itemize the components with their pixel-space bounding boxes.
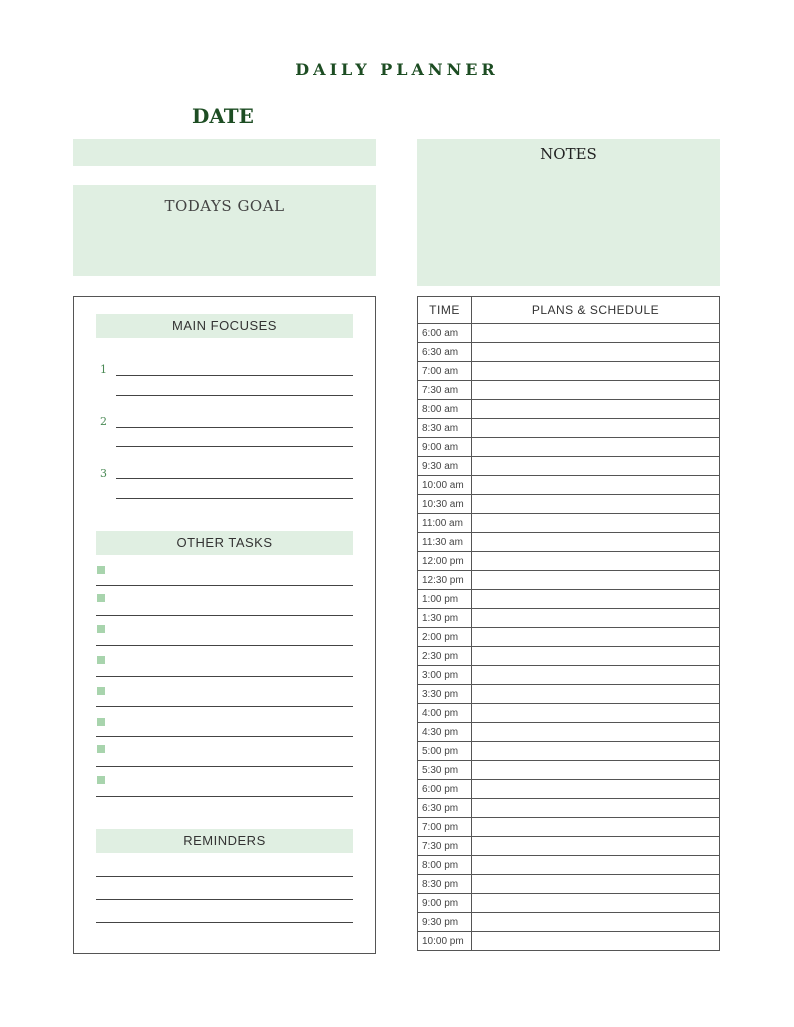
time-slot-label: 6:00 am <box>418 324 472 343</box>
time-slot-label: 5:00 pm <box>418 742 472 761</box>
plan-cell[interactable] <box>472 362 720 381</box>
schedule-row <box>418 799 720 818</box>
schedule-row <box>418 837 720 856</box>
task-checkbox[interactable] <box>97 687 105 695</box>
time-slot-label: 12:00 pm <box>418 552 472 571</box>
plan-cell[interactable] <box>472 419 720 438</box>
schedule-table <box>417 296 720 951</box>
plan-cell[interactable] <box>472 381 720 400</box>
schedule-row <box>418 875 720 894</box>
other-tasks-heading: OTHER TASKS <box>96 531 353 555</box>
task-line[interactable] <box>96 645 353 646</box>
todays-goal-box[interactable] <box>73 185 376 276</box>
time-slot-label: 7:30 am <box>418 381 472 400</box>
plan-cell[interactable] <box>472 818 720 837</box>
time-slot-label: 11:00 am <box>418 514 472 533</box>
task-checkbox[interactable] <box>97 656 105 664</box>
task-line[interactable] <box>96 676 353 677</box>
time-slot-label: 7:30 pm <box>418 837 472 856</box>
plan-cell[interactable] <box>472 666 720 685</box>
time-slot-label: 6:30 pm <box>418 799 472 818</box>
time-slot-label: 2:30 pm <box>418 647 472 666</box>
plan-cell[interactable] <box>472 324 720 343</box>
plan-cell[interactable] <box>472 685 720 704</box>
task-line[interactable] <box>96 706 353 707</box>
focus-line[interactable] <box>116 395 353 396</box>
plan-cell[interactable] <box>472 780 720 799</box>
focus-line[interactable] <box>116 478 353 479</box>
schedule-row <box>418 400 720 419</box>
time-slot-label: 1:00 pm <box>418 590 472 609</box>
schedule-row <box>418 362 720 381</box>
time-slot-label: 9:30 pm <box>418 913 472 932</box>
main-focuses-heading: MAIN FOCUSES <box>96 314 353 338</box>
plan-cell[interactable] <box>472 761 720 780</box>
schedule-row <box>418 647 720 666</box>
time-slot-label: 8:00 am <box>418 400 472 419</box>
task-checkbox[interactable] <box>97 594 105 602</box>
time-slot-label: 6:30 am <box>418 343 472 362</box>
time-slot-label: 8:30 am <box>418 419 472 438</box>
schedule-row <box>418 704 720 723</box>
plan-cell[interactable] <box>472 837 720 856</box>
plan-cell[interactable] <box>472 704 720 723</box>
plan-cell[interactable] <box>472 590 720 609</box>
date-field[interactable] <box>73 139 376 166</box>
time-slot-label: 4:30 pm <box>418 723 472 742</box>
reminders-heading: REMINDERS <box>96 829 353 853</box>
reminder-line[interactable] <box>96 899 353 900</box>
plan-cell[interactable] <box>472 476 720 495</box>
time-slot-label: 9:00 pm <box>418 894 472 913</box>
schedule-row <box>418 628 720 647</box>
plan-cell[interactable] <box>472 457 720 476</box>
schedule-header-row <box>418 297 720 324</box>
time-slot-label: 12:30 pm <box>418 571 472 590</box>
plan-cell[interactable] <box>472 514 720 533</box>
task-line[interactable] <box>96 796 353 797</box>
schedule-row <box>418 818 720 837</box>
schedule-row <box>418 343 720 362</box>
plan-cell[interactable] <box>472 913 720 932</box>
time-slot-label: 10:30 am <box>418 495 472 514</box>
task-line[interactable] <box>96 585 353 586</box>
time-slot-label: 10:00 pm <box>418 932 472 951</box>
plan-cell[interactable] <box>472 400 720 419</box>
schedule-row <box>418 381 720 400</box>
plan-cell[interactable] <box>472 571 720 590</box>
schedule-row <box>418 552 720 571</box>
time-slot-label: 10:00 am <box>418 476 472 495</box>
time-slot-label: 2:00 pm <box>418 628 472 647</box>
plan-cell[interactable] <box>472 343 720 362</box>
time-slot-label: 9:00 am <box>418 438 472 457</box>
focus-line[interactable] <box>116 427 353 428</box>
time-slot-label: 11:30 am <box>418 533 472 552</box>
task-line[interactable] <box>96 766 353 767</box>
plan-cell[interactable] <box>472 799 720 818</box>
time-slot-label: 8:00 pm <box>418 856 472 875</box>
schedule-row <box>418 742 720 761</box>
plan-cell[interactable] <box>472 552 720 571</box>
task-checkbox[interactable] <box>97 718 105 726</box>
focus-line[interactable] <box>116 446 353 447</box>
time-slot-label: 5:30 pm <box>418 761 472 780</box>
focus-line[interactable] <box>116 375 353 376</box>
schedule-row <box>418 476 720 495</box>
plan-cell[interactable] <box>472 609 720 628</box>
schedule-row <box>418 856 720 875</box>
page-title: DAILY PLANNER <box>295 60 499 79</box>
time-slot-label: 3:00 pm <box>418 666 472 685</box>
task-checkbox[interactable] <box>97 745 105 753</box>
plan-cell[interactable] <box>472 894 720 913</box>
schedule-body <box>418 324 720 951</box>
schedule-row <box>418 666 720 685</box>
plan-cell[interactable] <box>472 438 720 457</box>
plan-cell[interactable] <box>472 742 720 761</box>
schedule-row <box>418 419 720 438</box>
plan-cell[interactable] <box>472 875 720 894</box>
task-line[interactable] <box>96 615 353 616</box>
time-column-header: TIME <box>418 297 472 324</box>
schedule-row <box>418 514 720 533</box>
time-slot-label: 7:00 pm <box>418 818 472 837</box>
notes-label: NOTES <box>540 145 597 163</box>
task-checkbox[interactable] <box>97 776 105 784</box>
focus-number-3: 3 <box>100 467 107 480</box>
plan-cell[interactable] <box>472 628 720 647</box>
schedule-row <box>418 495 720 514</box>
schedule-row <box>418 609 720 628</box>
schedule-row <box>418 571 720 590</box>
plan-cell[interactable] <box>472 647 720 666</box>
todays-goal-label: TODAYS GOAL <box>164 197 285 215</box>
plan-cell[interactable] <box>472 856 720 875</box>
plans-column-header: PLANS & SCHEDULE <box>472 297 720 324</box>
schedule-row <box>418 913 720 932</box>
schedule-row <box>418 438 720 457</box>
left-panel <box>73 296 376 954</box>
focus-number-1: 1 <box>100 363 107 376</box>
time-slot-label: 1:30 pm <box>418 609 472 628</box>
focus-number-2: 2 <box>100 415 107 428</box>
time-slot-label: 9:30 am <box>418 457 472 476</box>
reminder-line[interactable] <box>96 922 353 923</box>
time-slot-label: 6:00 pm <box>418 780 472 799</box>
schedule-row <box>418 324 720 343</box>
schedule-row <box>418 723 720 742</box>
task-checkbox[interactable] <box>97 566 105 574</box>
schedule-row <box>418 590 720 609</box>
plan-cell[interactable] <box>472 723 720 742</box>
schedule-row <box>418 761 720 780</box>
schedule-row <box>418 685 720 704</box>
time-slot-label: 8:30 pm <box>418 875 472 894</box>
plan-cell[interactable] <box>472 533 720 552</box>
task-line[interactable] <box>96 736 353 737</box>
plan-cell[interactable] <box>472 932 720 951</box>
task-checkbox[interactable] <box>97 625 105 633</box>
schedule-row <box>418 932 720 951</box>
plan-cell[interactable] <box>472 495 720 514</box>
time-slot-label: 3:30 pm <box>418 685 472 704</box>
time-slot-label: 7:00 am <box>418 362 472 381</box>
schedule-row <box>418 457 720 476</box>
reminder-line[interactable] <box>96 876 353 877</box>
schedule-row <box>418 780 720 799</box>
schedule-row <box>418 894 720 913</box>
time-slot-label: 4:00 pm <box>418 704 472 723</box>
date-label: DATE <box>192 104 254 128</box>
schedule-row <box>418 533 720 552</box>
focus-line[interactable] <box>116 498 353 499</box>
notes-box[interactable] <box>417 139 720 286</box>
